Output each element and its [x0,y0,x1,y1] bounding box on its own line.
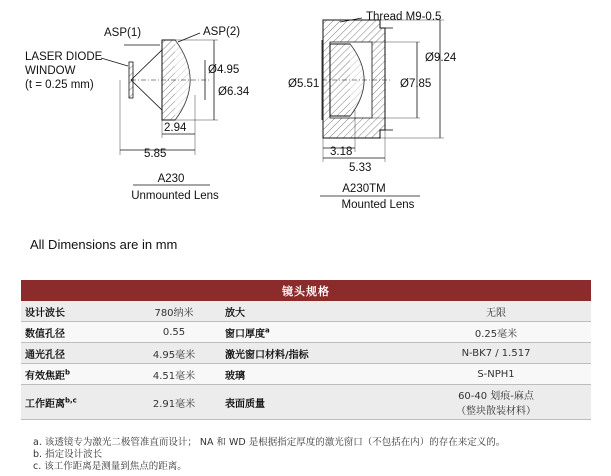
row-label: 激光窗口材料/指标 [221,343,401,364]
dim-318-label: 3.18 [330,146,353,158]
table-row [21,322,591,343]
table-row [21,343,591,364]
row-value: 4.51毫米 [127,364,221,385]
mounted-lens-drawing [288,11,457,211]
row-label-with-sup [21,385,127,420]
footnote-ref[interactable]: a [265,326,270,335]
caption-unmounted: Unmounted Lens [131,190,219,202]
row-value: 780纳米 [127,301,221,322]
unmounted-lens-drawing [25,26,250,202]
row-label: 表面质量 [221,385,401,420]
dim-533-label: 5.33 [349,162,372,174]
row-value: N-BK7 / 1.517 [401,343,591,364]
footnote-ref[interactable]: b [65,368,71,377]
row-value: 60-40 划痕-麻点 [458,391,534,402]
row-label-with-sup [221,322,401,343]
dia-785-label: Ø7.85 [400,78,432,90]
row-label: 数值孔径 [21,322,127,343]
table-row [21,385,591,420]
row-value: 0.25毫米 [401,322,591,343]
asp2-label: ASP(2) [203,26,241,38]
window-leader [101,58,128,66]
row-value-multiline [401,385,591,420]
lens-drawing [0,0,611,230]
row-value: 2.91毫米 [127,385,221,420]
dia-495-label: Ø4.95 [208,64,240,76]
row-value: 0.55 [127,322,221,343]
footnote-b: b. 指定设计波长 [33,449,103,460]
row-label: 设计波长 [21,301,127,322]
table-title: 镜头规格 [21,280,591,301]
footnote-a: a. 该透镜专为激光二极管准直而设计； NA 和 WD 是根据指定厚度的激光窗口（不包括在内）的存在来定义的。 [33,437,506,448]
window-label-line2: WINDOW [25,65,76,77]
dia-634-label: Ø6.34 [218,86,250,98]
row-value: 4.95毫米 [127,343,221,364]
asp1-label: ASP(1) [104,27,142,39]
window-label-line1: LASER DIODE [25,51,103,63]
row-label: 放大 [221,301,401,322]
row-label: 窗口厚度 [225,328,265,340]
row-label-with-sup [21,364,127,385]
dia-924-label: Ø9.24 [425,52,457,64]
window-label-line3: (t = 0.25 mm) [25,79,94,91]
table-row [21,301,591,322]
footnote-c: c. 该工作距离是测量到焦点的距离。 [33,461,187,472]
part-a230: A230 [157,173,185,185]
part-a230tm: A230TM [342,183,386,195]
footnote-ref[interactable]: b,c [65,396,77,405]
thread-label: Thread M9-0.5 [366,11,442,23]
dim-294-label: 2.94 [164,122,187,134]
dim-585-label: 5.85 [144,148,167,160]
row-label: 玻璃 [221,364,401,385]
row-value: 无限 [401,301,591,322]
table-row [21,364,591,385]
row-label: 工作距离 [25,398,65,410]
row-label: 有效焦距 [25,370,65,382]
asp2-leader [178,33,200,42]
row-value-note: （整块散装材料） [456,406,536,417]
row-value: S-NPH1 [401,364,591,385]
dimensions-note: All Dimensions are in mm [30,237,178,252]
dia-551-label: Ø5.51 [288,78,320,90]
caption-mounted: Mounted Lens [341,199,415,211]
row-label: 通光孔径 [21,343,127,364]
lens-spec-table [21,280,591,420]
